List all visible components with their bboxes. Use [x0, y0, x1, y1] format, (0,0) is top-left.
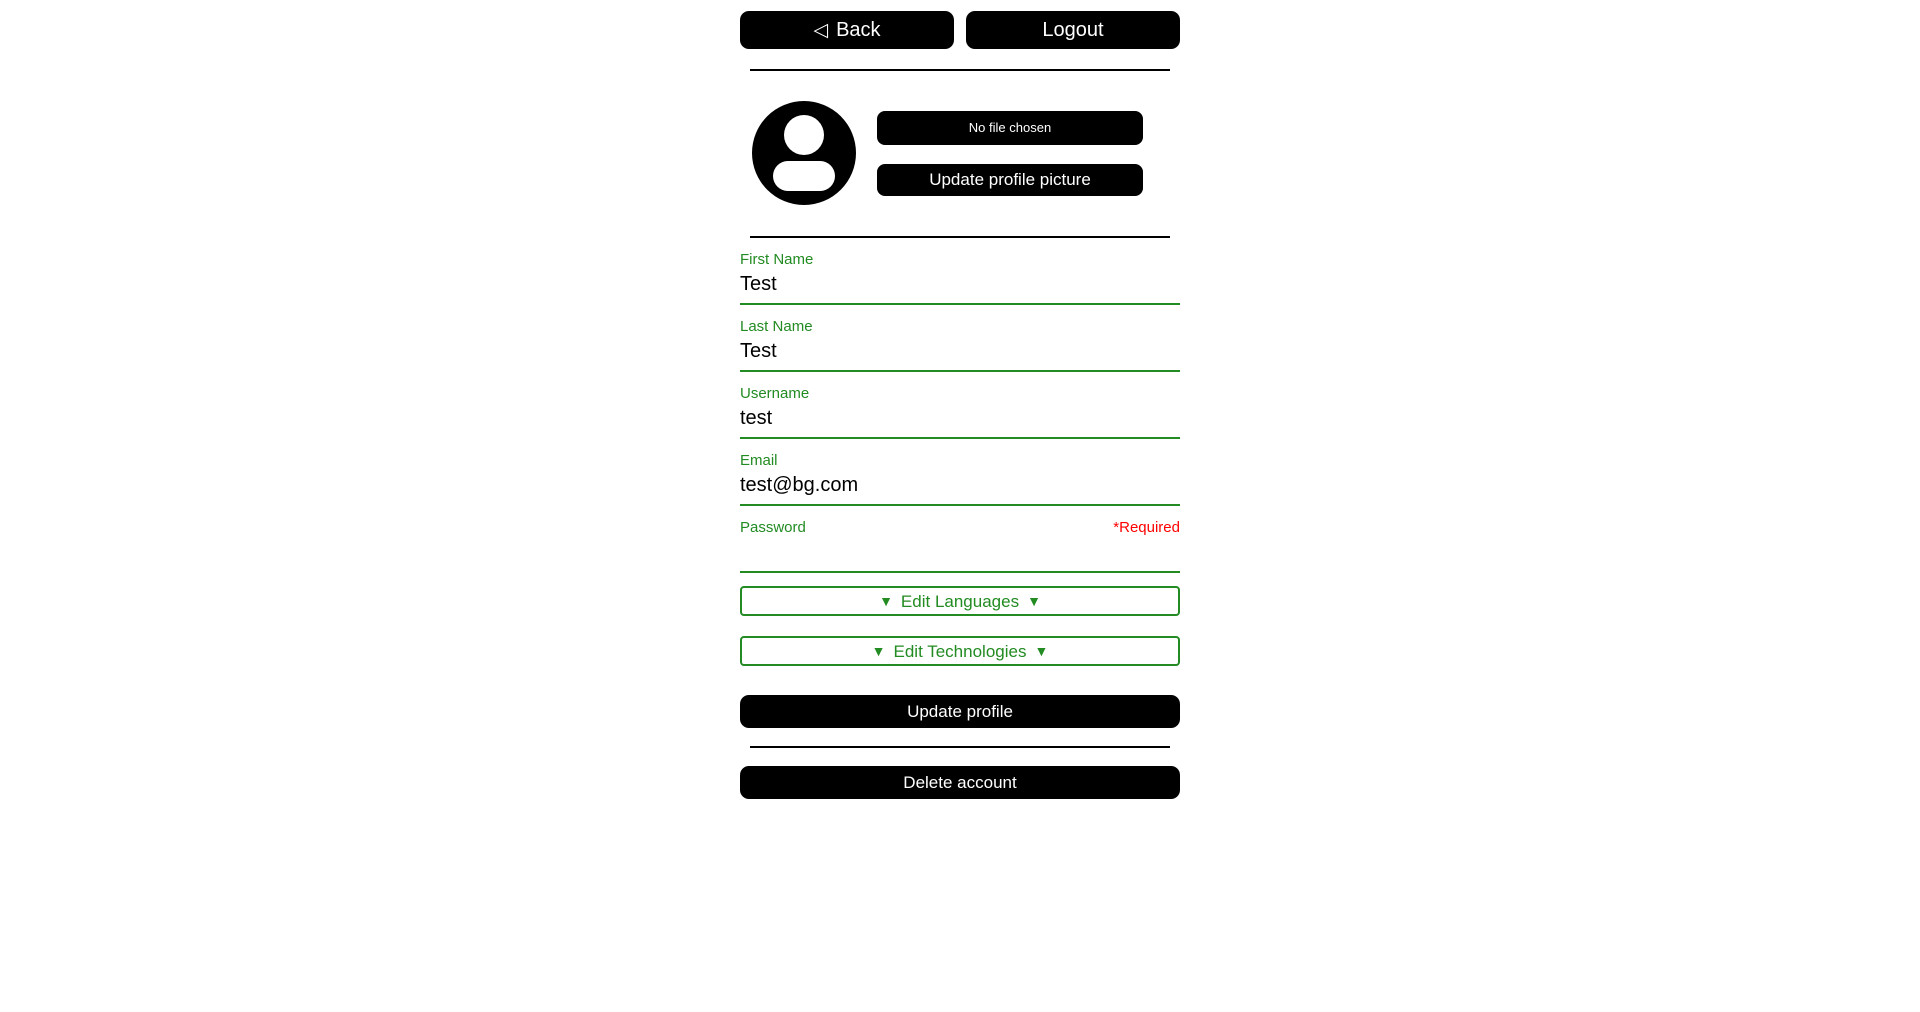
- last-name-label: Last Name: [740, 318, 813, 335]
- email-input[interactable]: [740, 472, 1180, 506]
- picture-buttons: [877, 111, 1143, 196]
- avatar-head-shape: [784, 115, 824, 155]
- edit-languages-button[interactable]: [740, 586, 1180, 616]
- file-input-button[interactable]: [877, 111, 1143, 145]
- username-input[interactable]: [740, 405, 1180, 439]
- delete-account-label: Delete account: [903, 773, 1017, 792]
- update-profile-picture-label: Update profile picture: [929, 170, 1091, 189]
- logout-button[interactable]: [966, 11, 1180, 49]
- last-name-field: [740, 318, 1180, 372]
- email-label: Email: [740, 452, 778, 469]
- last-name-input[interactable]: [740, 338, 1180, 372]
- required-badge: *Required: [1113, 519, 1180, 536]
- divider: [750, 746, 1170, 748]
- password-input[interactable]: [740, 539, 1180, 573]
- chevron-down-icon: ▼: [1027, 593, 1041, 609]
- email-field: [740, 452, 1180, 506]
- edit-technologies-label: Edit Technologies: [893, 641, 1027, 661]
- profile-page: [740, 0, 1180, 799]
- file-input-label: No file chosen: [968, 120, 1052, 135]
- update-profile-button[interactable]: [740, 695, 1180, 728]
- first-name-input[interactable]: [740, 271, 1180, 305]
- avatar-person-icon: [752, 101, 856, 205]
- password-field: [740, 519, 1180, 573]
- logout-button-label: Logout: [1042, 19, 1104, 41]
- top-bar: [740, 11, 1180, 49]
- first-name-label: First Name: [740, 251, 814, 268]
- back-button[interactable]: [740, 11, 954, 49]
- profile-form: [740, 251, 1180, 728]
- back-arrow-icon: ◁: [813, 19, 829, 41]
- profile-picture-section: [740, 101, 1180, 205]
- password-label: Password: [740, 519, 806, 536]
- update-profile-picture-button[interactable]: [877, 164, 1143, 196]
- divider: [750, 236, 1170, 238]
- chevron-down-icon: ▼: [871, 643, 886, 659]
- username-field: [740, 385, 1180, 439]
- chevron-down-icon: ▼: [879, 593, 893, 609]
- divider: [750, 69, 1170, 71]
- edit-technologies-button[interactable]: [740, 636, 1180, 666]
- username-label: Username: [740, 385, 810, 402]
- edit-languages-label: Edit Languages: [900, 591, 1020, 611]
- delete-account-button[interactable]: [740, 766, 1180, 799]
- chevron-down-icon: ▼: [1034, 643, 1049, 659]
- update-profile-label: Update profile: [907, 702, 1013, 721]
- avatar-torso-shape: [773, 161, 835, 191]
- back-button-label: Back: [836, 19, 881, 41]
- first-name-field: [740, 251, 1180, 305]
